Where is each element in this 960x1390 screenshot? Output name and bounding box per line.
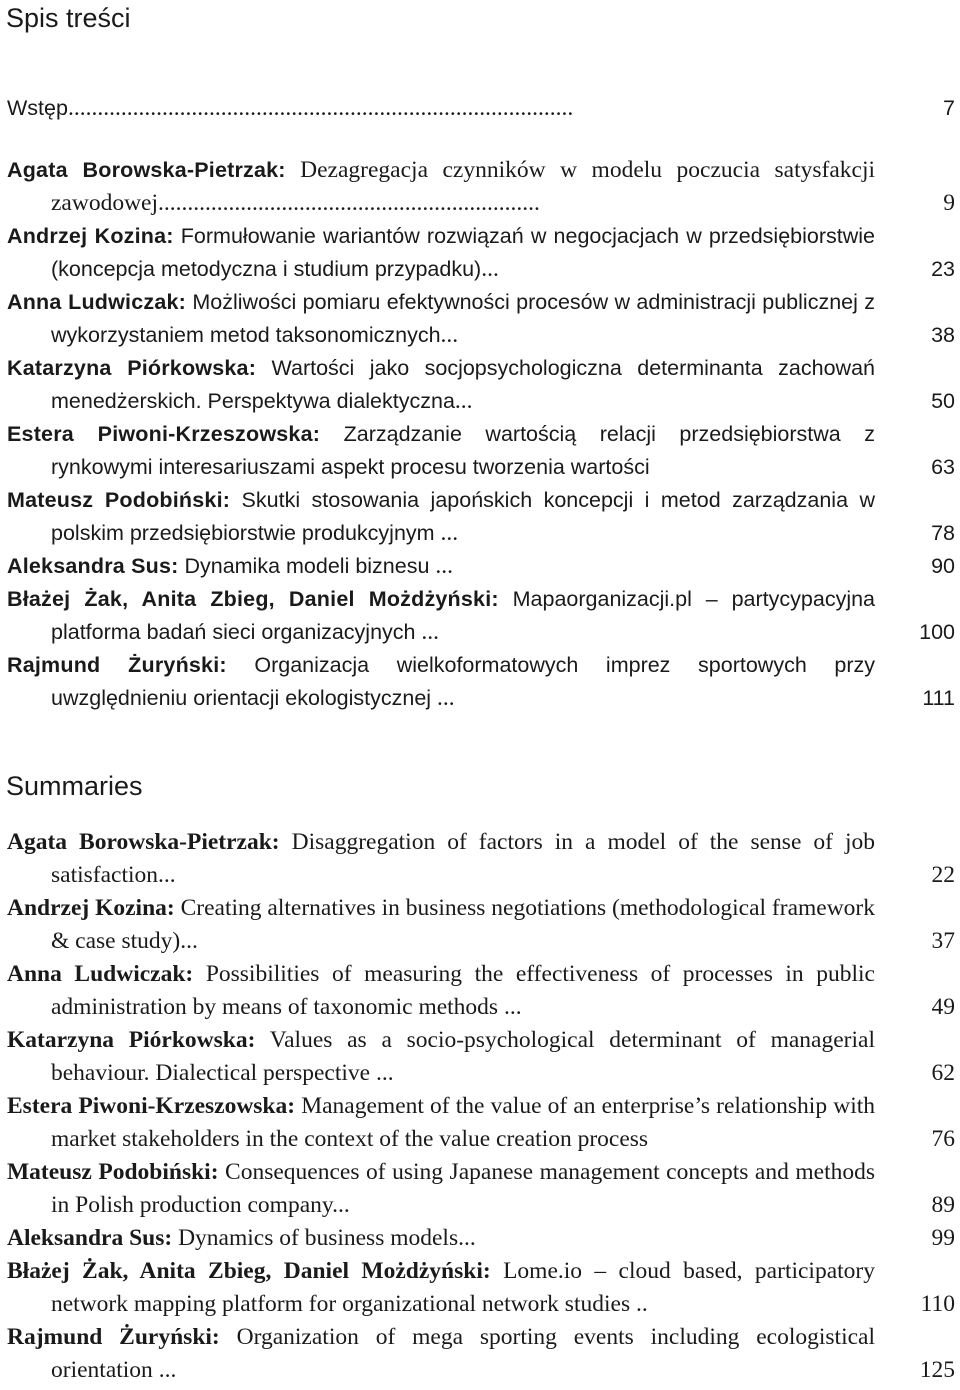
page-number: 111 (922, 686, 955, 710)
entry-author: Andrzej Kozina: (7, 895, 175, 921)
dot-leader: .. (630, 1291, 648, 1317)
entry-title: Zarządzanie wartością relacji przedsiębiorstwa z rynkowymi interesariuszami aspekt procesu tworzenia wartości (51, 422, 876, 479)
entry-author: Estera Piwoni-Krzeszowska: (7, 1093, 296, 1119)
entry-title: Dezagregacja czynników w modelu poczucia satysfakcji zawodowej (51, 157, 876, 216)
dot-leader: ... (498, 994, 522, 1020)
dot-leader: ... (370, 1060, 394, 1086)
entry-author: Mateusz Podobiński: (7, 488, 231, 512)
entry-title: Organizacja wielkoformatowych imprez sportowych przy uwzględnieniu orientacji ekologistycznej (51, 653, 876, 710)
dot-leader: ... (332, 1192, 350, 1218)
page-number: 90 (931, 554, 955, 578)
summary-entry-borowska[interactable] (7, 826, 955, 892)
entry-author: Rajmund Żuryński: (7, 653, 227, 677)
toc-entry-kozina[interactable] (7, 220, 955, 286)
entry-title: Creating alternatives in business negotiations (methodological framework & case study) (51, 895, 875, 954)
page-number: 62 (931, 1060, 955, 1086)
entry-author: Katarzyna Piórkowska: (7, 356, 257, 380)
dot-leader: ... (481, 256, 499, 282)
entry-author: Estera Piwoni-Krzeszowska: (7, 422, 321, 446)
toc-entry-text (7, 92, 875, 125)
summary-entry-text (7, 958, 875, 1024)
entry-title: Disaggregation of factors in a model of the sense of job satisfaction (51, 829, 875, 888)
page-number: 125 (919, 1357, 955, 1383)
toc-entry-text (7, 550, 875, 583)
toc-entry-piwoni[interactable] (7, 418, 955, 484)
page-number: 78 (931, 521, 955, 545)
entry-title: Organization of mega sporting events including ecologistical orientation (51, 1324, 875, 1383)
page-number: 23 (931, 257, 955, 281)
toc-entry-text (7, 418, 875, 484)
entry-author: Aleksandra Sus: (7, 1225, 173, 1251)
dot-leader: ... (415, 619, 440, 645)
toc-entry-text (7, 583, 875, 649)
page-number: 22 (931, 862, 955, 888)
summary-entry-text (7, 826, 875, 892)
summary-entry-piorkowska[interactable] (7, 1024, 955, 1090)
summary-entry-zak[interactable] (7, 1255, 955, 1321)
dot-leader: ................................................................. (158, 190, 540, 216)
page-number: 50 (931, 389, 955, 413)
summary-entry-kozina[interactable] (7, 892, 955, 958)
summary-entry-text (7, 1222, 875, 1255)
dot-leader: ... (429, 553, 453, 579)
summary-entry-text (7, 1156, 875, 1222)
dot-leader: ...................................................................................... (67, 95, 574, 121)
dot-leader: ... (152, 1357, 177, 1383)
entry-author: Aleksandra Sus: (7, 554, 179, 578)
page-number: 38 (931, 323, 955, 347)
entry-author: Anna Ludwiczak: (7, 961, 194, 987)
entry-author: Andrzej Kozina: (7, 224, 174, 248)
page-number: 99 (931, 1225, 955, 1251)
toc-entry-borowska[interactable] (7, 154, 955, 220)
entry-title: Dynamics of business models (172, 1225, 459, 1251)
page-number: 100 (919, 620, 955, 644)
entry-author: Błażej Żak, Anita Zbieg, Daniel Możdżyński: (7, 587, 499, 611)
toc-entry-sus[interactable] (7, 550, 955, 583)
entry-title: Wstęp (7, 96, 68, 120)
summary-entry-text (7, 1321, 875, 1387)
entry-title: Skutki stosowania japońskich koncepcji i metod zarządzania w polskim przedsiębiorstwie produkcyjnym (51, 488, 876, 545)
entry-author: Błażej Żak, Anita Zbieg, Daniel Możdżyński: (7, 1258, 491, 1284)
dot-leader: ... (158, 862, 176, 888)
page-number: 9 (943, 190, 955, 216)
entry-title: Możliwości pomiaru efektywności procesów w administracji publicznej z wykorzystaniem metod taksonomicznych (51, 290, 875, 347)
dot-leader: ... (440, 322, 459, 348)
summary-entry-text (7, 892, 875, 958)
toc-entry-zurynski[interactable] (7, 649, 955, 715)
entry-title: Wartości jako socjopsychologiczna determinanta zachowań menedżerskich. Perspektywa dialektyczna (51, 356, 875, 413)
entry-author: Agata Borowska-Pietrzak: (7, 829, 280, 855)
summary-entry-ludwiczak[interactable] (7, 958, 955, 1024)
entry-author: Rajmund Żuryński: (7, 1324, 220, 1350)
entry-title: Consequences of using Japanese management concepts and methods in Polish production company (51, 1159, 875, 1218)
dot-leader: ... (431, 685, 455, 711)
summary-entry-text (7, 1255, 875, 1321)
toc-entry-piorkowska[interactable] (7, 352, 955, 418)
toc-entry-text (7, 220, 875, 286)
page-number: 49 (931, 994, 955, 1020)
toc-entry-text (7, 484, 875, 550)
entry-title: Mapaorganizacji.pl ‒ partycypacyjna platforma badań sieci organizacyjnych (51, 587, 876, 644)
contents-heading: Spis treści (6, 3, 131, 33)
page-number: 89 (931, 1192, 955, 1218)
toc-entry-text (7, 154, 875, 220)
summary-entry-zurynski[interactable] (7, 1321, 955, 1387)
entry-title: Lome.io ‒ cloud based, participatory network mapping platform for organizational network studies (51, 1258, 875, 1317)
entry-author: Agata Borowska-Pietrzak: (7, 158, 286, 182)
toc-entry-text (7, 286, 875, 352)
toc-entry-text (7, 649, 875, 715)
entry-author: Mateusz Podobiński: (7, 1159, 219, 1185)
entry-author: Anna Ludwiczak: (7, 290, 186, 314)
dot-leader: ... (454, 388, 473, 414)
entry-title: Possibilities of measuring the effectiveness of processes in public administration by means of taxonomic methods (51, 961, 875, 1020)
page-number: 37 (931, 928, 955, 954)
toc-entry-text (7, 352, 875, 418)
toc-entry-ludwiczak[interactable] (7, 286, 955, 352)
dot-leader: ... (180, 928, 198, 954)
toc-entry-podobinski[interactable] (7, 484, 955, 550)
summary-entry-sus[interactable] (7, 1222, 955, 1255)
summaries-heading: Summaries (6, 771, 143, 801)
page-number: 63 (931, 455, 955, 479)
entry-author: Katarzyna Piórkowska: (7, 1027, 256, 1053)
toc-entry-introduction[interactable] (7, 92, 955, 125)
summary-entry-podobinski[interactable] (7, 1156, 955, 1222)
page-number: 110 (920, 1291, 955, 1317)
summary-entry-piwoni[interactable] (7, 1090, 955, 1156)
summary-entry-text (7, 1090, 875, 1156)
entry-title: Values as a socio-psychological determinant of managerial behaviour. Dialectical perspective (51, 1027, 875, 1086)
page-number: 76 (931, 1126, 955, 1152)
toc-entry-zak[interactable] (7, 583, 955, 649)
page-number: 7 (943, 96, 955, 120)
entry-title: Formułowanie wariantów rozwiązań w negocjacjach w przedsiębiorstwie (koncepcja metodyczna i studium przypadku) (51, 224, 875, 281)
dot-leader: ... (458, 1225, 476, 1251)
entry-title: Management of the value of an enterprise’s relationship with market stakeholders in the context of the value creation process (51, 1093, 875, 1152)
dot-leader: ... (434, 520, 459, 546)
summary-entry-text (7, 1024, 875, 1090)
entry-title: Dynamika modeli biznesu (178, 554, 430, 578)
